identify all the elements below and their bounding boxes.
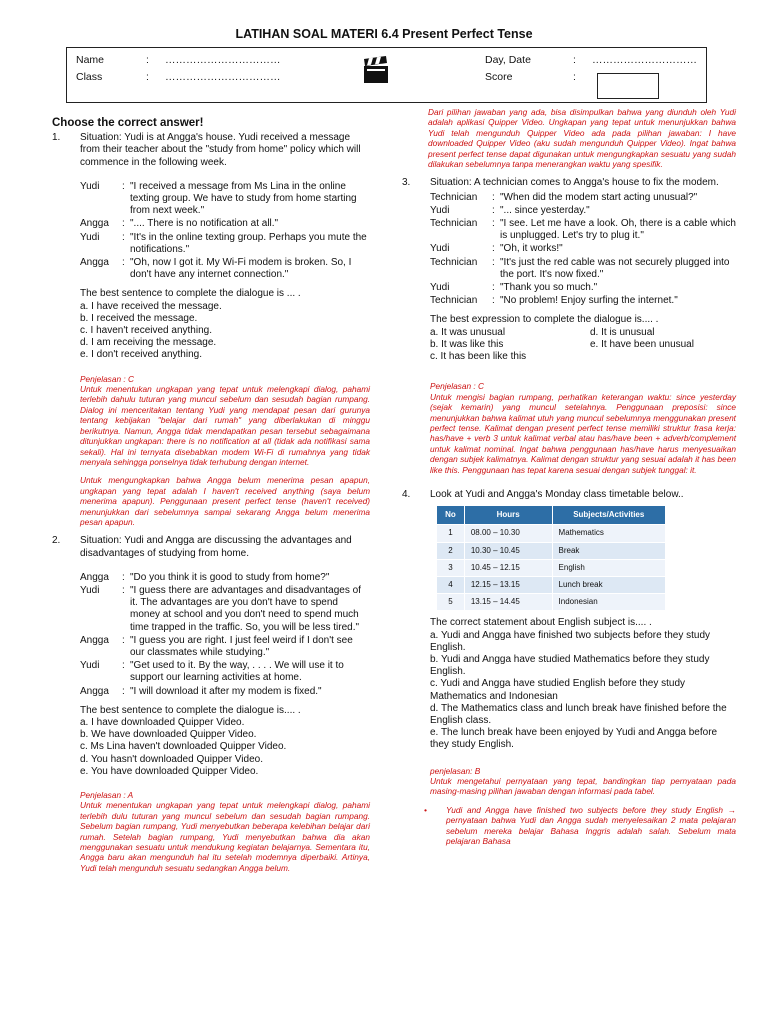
dialogue-line: "It's in the online texting group. Perhaps you mute the notifications.": [130, 231, 367, 255]
day-colon: :: [573, 54, 576, 66]
answer-option[interactable]: a. I have downloaded Quipper Video.: [80, 716, 245, 728]
answer-option[interactable]: a. I have received the message.: [80, 300, 222, 312]
dialogue: [80, 572, 370, 699]
table-cell: 08.00 – 10.30: [464, 525, 552, 542]
speaker: Angga: [80, 634, 109, 646]
explanation-title: Penjelasan : C: [80, 373, 134, 384]
dialogue-line: ".... There is no notification at all.": [130, 218, 279, 230]
option-a[interactable]: a. It was unusual: [430, 326, 506, 338]
answer-options: [430, 327, 736, 364]
dialogue-line: "No problem! Enjoy surfing the internet.": [500, 295, 678, 307]
dialogue-line: "It's just the red cable was not securely plugged into the port. It's now fixed.": [500, 256, 730, 280]
question-prompt: The correct statement about English subject is.... .: [430, 617, 652, 629]
score-field[interactable]: [597, 73, 659, 99]
dialogue-line: "I guess there are advantages and disadvantages of it. The advantages are you don't have to spend money at school and you don't need to spend much time trapped in the traffic. So, you will be less tired.": [130, 584, 361, 633]
table-row: [437, 525, 666, 542]
speaker: Angga: [80, 257, 109, 269]
situation: Situation: A technician comes to Angga's house to fix the modem.: [430, 177, 719, 189]
option-c[interactable]: c. It has been like this: [430, 351, 527, 363]
speaker: Yudi: [80, 180, 100, 192]
answer-options: [430, 630, 736, 752]
speaker: Yudi: [430, 204, 450, 216]
table-cell: 1: [437, 525, 465, 542]
table-row: [437, 576, 666, 593]
speaker-colon: :: [122, 231, 125, 243]
answer-option[interactable]: e. You have downloaded Quipper Video.: [80, 765, 259, 777]
speaker-colon: :: [492, 256, 495, 268]
dialogue-line: "Get used to it. By the way, . . . . We will use it to support our learning activities at home.: [130, 660, 344, 684]
dialogue-line: "Oh, it works!": [500, 243, 563, 255]
answer-option[interactable]: d. I am receiving the message.: [80, 337, 217, 349]
speaker-colon: :: [122, 634, 125, 646]
question-number: 3.: [402, 177, 411, 189]
table-cell: Mathematics: [552, 525, 665, 542]
option-d[interactable]: d. It is unusual: [590, 326, 655, 338]
question-number: 4.: [402, 488, 411, 500]
question-1: [52, 132, 370, 527]
speaker-colon: :: [122, 180, 125, 192]
table-cell: Break: [552, 542, 665, 559]
instruction-heading: Choose the correct answer!: [52, 117, 204, 129]
table-cell: 13.15 – 14.45: [464, 594, 552, 611]
speaker: Yudi: [80, 584, 100, 596]
speaker: Technician: [430, 295, 478, 307]
speaker: Yudi: [80, 231, 100, 243]
speaker-colon: :: [492, 191, 495, 203]
speaker-colon: :: [492, 218, 495, 230]
column-header: Hours: [464, 506, 552, 525]
dialogue-line: "I received a message from Ms Lina in the online texting group. We have to study from home starting from next week.": [130, 180, 357, 217]
answer-option[interactable]: b. I received the message.: [80, 312, 198, 324]
table-cell: 3: [437, 559, 465, 576]
answer-option[interactable]: c. I haven't received anything.: [80, 325, 212, 337]
explanation-text: Untuk menentukan ungkapan yang tepat untuk melengkapi dialog, pahami terlebih dahulu tuturan yang muncul sebelum dan sesudah bagian rumpang. Dialog ini menceritakan tentang Yudi yang mendapat pesan dari gurunya tentang kebijakan "belajar dari rumah" yang diberlakukan di minggu berikutnya. Namun, Angga tidak mendapatkan pesan tersebut sebagaimana ditunjukkan ungkapan: there is no notification at all (tidak ada notifikasi sama sekali). Hal ini ternyata disebabkan modem Wi-Fi di rumahnya yang tidak menyala sehingga ponselnya tidak terhubung dengan internet.: [80, 384, 370, 467]
table-cell: English: [552, 559, 665, 576]
table-row: [437, 542, 666, 559]
question-3: [402, 177, 736, 475]
speaker-colon: :: [122, 685, 125, 697]
answer-option[interactable]: e. The lunch break have been enjoyed by Yudi and Angga before they study English.: [430, 727, 718, 751]
explanation-title: Penjelasan : C: [430, 381, 484, 392]
table-cell: 2: [437, 542, 465, 559]
score-label: Score: [485, 71, 513, 83]
speaker: Yudi: [80, 660, 100, 672]
explanation: [80, 374, 370, 528]
question-prompt: The best sentence to complete the dialogue is ... .: [80, 288, 301, 300]
bullet-text: Yudi and Angga have finished two subjects before they study English → pernyataan bahwa Yudi dan Angga sudah menyelesaikan 2 mata pelajaran sebelum mereka belajar Bahasa Inggris adalah salah. Sebelum mata pelajaran Bahasa: [446, 804, 736, 847]
name-colon: :: [146, 54, 149, 66]
left-column: [52, 117, 370, 881]
timetable: [436, 505, 666, 611]
question-prompt: The best sentence to complete the dialogue is.... .: [80, 704, 301, 716]
option-e[interactable]: e. It have been unusual: [590, 338, 694, 350]
day-date-field[interactable]: …………………………: [592, 54, 697, 66]
dialogue-line: "I guess you are right. I just feel weird if I don't see our classmates while studying.": [130, 634, 353, 658]
dialogue-line: "I will download it after my modem is fixed.": [130, 685, 322, 697]
speaker-colon: :: [492, 204, 495, 216]
answer-option[interactable]: c. Yudi and Angga have studied English before they study Mathematics and Indonesian: [430, 678, 685, 702]
speaker: Angga: [80, 571, 109, 583]
explanation-text: Untuk menentukan ungkapan yang tepat untuk melengkapi dialog, pahami terlebih dulu tuturan yang muncul sebelum dan sesudah bagian rumpang. Sebelum bagian rumpang, Yudi menyebutkan beberapa kelebihan belajar dari rumah. Setelah bagian rumpang, Yudi menyebutkan bahwa dia akan menggunakan sesuatu untuk mendukung kegiatan belajarnya. Sementara itu, Angga baru akan mengunduh hal itu setelah modemnya diperbaiki. Artinya, Yudi telah mengunduh sesuatu sedangkan Angga belum.: [80, 800, 370, 873]
answer-option[interactable]: b. We have downloaded Quipper Video.: [80, 729, 257, 741]
page-title: LATIHAN SOAL MATERI 6.4 Present Perfect Tense: [235, 27, 533, 41]
column-header: Subjects/Activities: [552, 506, 665, 525]
dialogue: [80, 181, 370, 283]
option-b[interactable]: b. It was like this: [430, 338, 504, 350]
explanation-continued: [402, 107, 736, 169]
right-column: [402, 107, 736, 847]
speaker: Yudi: [430, 282, 450, 294]
speaker-colon: :: [122, 218, 125, 230]
dialogue-line: "When did the modem start acting unusual?": [500, 191, 698, 203]
question-prompt: The best expression to complete the dialogue is.... .: [430, 314, 659, 326]
speaker: Angga: [80, 685, 109, 697]
score-colon: :: [573, 71, 576, 83]
situation: Look at Yudi and Angga's Monday class timetable below..: [430, 488, 684, 500]
explanation-title: penjelasan: B: [430, 765, 481, 776]
explanation: [430, 381, 736, 475]
dialogue: [430, 192, 736, 309]
question-4: [402, 489, 736, 847]
table-cell: Lunch break: [552, 576, 665, 593]
explanation-text: Dari pilihan jawaban yang ada, bisa disimpulkan bahwa yang diunduh oleh Yudi adalah aplikasi Quipper Video. Ungkapan yang tepat untuk menunjukkan bahwa Yudi telah mengunduh Quipper Video ada pada pilihan jawaban: I have downloaded Quipper Video (aku sudah mengunduh Quipper Video). Ingat bahwa present perfect tense dapat digunakan untuk mengungkapkan sesuatu yang sudah dilakukan sebelumnya tanpa menerangkan waktu yang spesifik.: [428, 107, 736, 170]
table-cell: 5: [437, 594, 465, 611]
answer-options: [80, 301, 370, 362]
table-row: [437, 559, 666, 576]
bullet-item: [424, 805, 736, 847]
dialogue-line: "Thank you so much.": [500, 282, 598, 294]
bullet-icon: •: [424, 804, 427, 815]
class-colon: :: [146, 71, 149, 83]
table-cell: 10.45 – 12.15: [464, 559, 552, 576]
speaker: Technician: [430, 256, 478, 268]
answer-options: [80, 717, 370, 778]
answer-option[interactable]: a. Yudi and Angga have finished two subjects before they study English.: [430, 629, 711, 653]
table-cell: Indonesian: [552, 594, 665, 611]
explanation-text: Untuk mengisi bagian rumpang, perhatikan keterangan waktu: since yesterday (sejak kemarin) yang muncul setelahnya. Penggunaan preposisi: since menunjukkan bahwa kalimat utuh yang muncul sebelumnya menggunakan present perfect tense. Kalimat dengan present perfect tense memiliki struktur frasa kerja: has/have + verb 3 untuk kalimat verbal atau has/have been + adverb/complement untuk kalimat nominal. Ingat bahwa penggunaan has/have harus menyesuaikan dengan subjek kalimatnya. Kalimat dengan struktur yang sesuai adalah it has been like this. Penggunaan has tepat karena sesuai dengan subjek tunggal: it.: [430, 391, 736, 475]
answer-option[interactable]: d. The Mathematics class and lunch break have finished before the English class.: [430, 702, 727, 726]
speaker-colon: :: [122, 660, 125, 672]
answer-option[interactable]: b. Yudi and Angga have studied Mathematics before they study English.: [430, 653, 710, 678]
explanation-text: Untuk mengetahui pernyataan yang tepat, bandingkan tiap pernyataan pada masing-masing pilihan jawaban dengan informasi pada tabel.: [430, 776, 736, 797]
name-field[interactable]: ……………………………: [165, 54, 281, 66]
speaker-colon: :: [122, 571, 125, 583]
question-number: 2.: [52, 535, 61, 547]
column-header: No: [437, 506, 465, 525]
dialogue-line: "Do you think it is good to study from home?": [130, 571, 330, 583]
question-number: 1.: [52, 132, 61, 144]
dialogue-line: "... since yesterday.": [500, 204, 590, 216]
table-cell: 4: [437, 576, 465, 593]
speaker: Technician: [430, 218, 478, 230]
table-cell: 10.30 – 10.45: [464, 542, 552, 559]
dialogue-line: "Oh, now I got it. My Wi-Fi modem is broken. So, I don't have any internet connection.": [130, 257, 352, 281]
speaker: Angga: [80, 218, 109, 230]
dialogue-line: "I see. Let me have a look. Oh, there is a cable which is unplugged. Let's try to plug it.": [500, 218, 736, 242]
class-field[interactable]: ……………………………: [165, 71, 281, 83]
explanation: [424, 765, 736, 847]
speaker-colon: :: [492, 243, 495, 255]
answer-option[interactable]: c. Ms Lina haven't downloaded Quipper Video.: [80, 741, 287, 753]
speaker: Technician: [430, 191, 478, 203]
day-date-label: Day, Date: [485, 54, 531, 66]
answer-option[interactable]: d. You hasn't downloaded Quipper Video.: [80, 753, 263, 765]
speaker-colon: :: [492, 282, 495, 294]
explanation: [80, 790, 370, 873]
explanation-title: Penjelasan : A: [80, 790, 134, 800]
question-2: [52, 535, 370, 873]
clapperboard-icon: [363, 56, 389, 84]
explanation-text: Untuk mengungkapkan bahwa Angga belum menerima pesan apapun, ungkapan yang tepat adalah I haven't received anything (saya belum menerima apapun). Penggunaan present perfect tense (haven't received) menunjukkan dari sebelumnya sampai sekarang Angga belum menerima pesan apapun.: [80, 475, 370, 527]
speaker-colon: :: [122, 257, 125, 269]
table-row: [437, 594, 666, 611]
speaker-colon: :: [122, 584, 125, 596]
situation: Situation: Yudi and Angga are discussing the advantages and disadvantages of studying from home.: [80, 535, 352, 559]
table-cell: 12.15 – 13.15: [464, 576, 552, 593]
situation: Situation: Yudi is at Angga's house. Yudi received a message from their teacher about the "study from home" policy which will commence in the following week.: [80, 132, 361, 168]
speaker-colon: :: [492, 295, 495, 307]
name-label: Name: [76, 54, 105, 66]
class-label: Class: [76, 71, 103, 83]
answer-option[interactable]: e. I don't received anything.: [80, 349, 202, 361]
speaker: Yudi: [430, 243, 450, 255]
